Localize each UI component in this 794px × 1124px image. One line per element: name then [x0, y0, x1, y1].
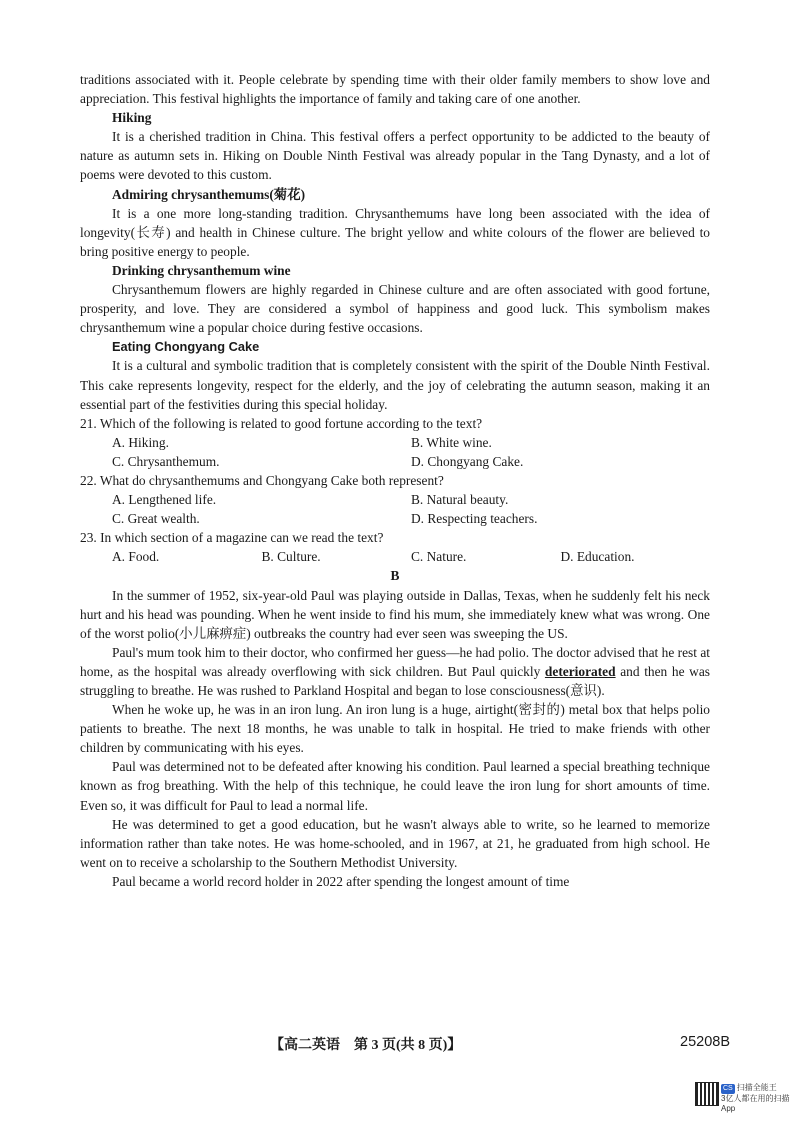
section-heading-chrysanthemums: Admiring chrysanthemums(菊花)	[112, 186, 306, 202]
scanner-brand-line	[721, 1083, 794, 1094]
passage-b-letter: B	[390, 568, 400, 584]
scanner-logo-icon: CS	[723, 1085, 733, 1092]
q23-option-a: A. Food.	[112, 549, 160, 565]
p2-text-before: Paul's mum took him to their doctor, who confirmed her guess—he had polio. The doctor advised that he rest at home, as the hospital was already overflowing with sick children. But Paul quickly	[80, 644, 710, 679]
exam-code: 25208B	[680, 1034, 730, 1050]
p2-text-after: and then he was struggling to breathe. He was rushed to Parkland Hospital and began to lose consciousness(意识).	[80, 663, 710, 698]
section-text-hiking: It is a cherished tradition in China. This festival offers a perfect opportunity to be addicted to the beauty of nature as autumn sets in. Hiking on Double Ninth Festival was already popular in the Tang Dynasty, and a lot of poems were devoted to this custom.	[80, 129, 710, 183]
vocab-word-deteriorated: deteriorated	[544, 663, 616, 679]
qr-code-icon	[695, 1082, 719, 1106]
passage-b-paragraph-1: In the summer of 1952, six-year-old Paul was playing outside in Dallas, Texas, when he suddenly felt his neck hurt and his head was pounding. When he went inside to find his mum, she immediately knew what was wrong. One of the worst polio(小儿麻痹症) outbreaks the country had ever seen was sweeping the US.	[80, 587, 710, 641]
scanner-watermark	[721, 1083, 794, 1114]
q21-option-b: B. White wine.	[411, 434, 492, 450]
section-text-wine: Chrysanthemum flowers are highly regarded in Chinese culture and are often associated with good fortune, prosperity, and love. They are considered a symbol of happiness and good luck. This symbolism makes chrysanthemum wine a popular choice during festive occasions.	[80, 282, 710, 336]
question-23-options	[80, 547, 710, 566]
question-22-stem: 22. What do chrysanthemums and Chongyang Cake both represent?	[80, 472, 444, 488]
section-text-chrysanthemums: It is a one more long-standing tradition. Chrysanthemums have long been associated with the idea of longevity(长寿) and health in Chinese culture. The bright yellow and white colours of the flower are believed to bring positive energy to people.	[80, 205, 710, 259]
q21-option-c: C. Chrysanthemum.	[112, 453, 220, 469]
section-heading-cake: Eating Chongyang Cake	[112, 339, 260, 355]
q22-option-d: D. Respecting teachers.	[411, 511, 538, 527]
passage-b-paragraph-2	[80, 643, 710, 700]
question-22-options-row-2	[80, 509, 710, 528]
q21-option-d: D. Chongyang Cake.	[411, 453, 524, 469]
footer-title: 【高二英语 第 3 页(共 8 页)】	[270, 1038, 462, 1053]
passage-b-paragraph-5: He was determined to get a good education, but he wasn't always able to write, so he learned to memorize information rather than take notes. He was home-schooled, and in 1967, at 21, he graduated from high school. He went on to receive a scholarship to the Southern Methodist University.	[80, 816, 710, 870]
scanner-tagline: 3亿人都在用的扫描App	[721, 1094, 790, 1113]
q22-option-a: A. Lengthened life.	[112, 492, 217, 508]
intro-paragraph: traditions associated with it. People celebrate by spending time with their older family members to show love and appreciation. This festival highlights the importance of family and taking care of one another.	[80, 72, 710, 107]
question-21-stem: 21. Which of the following is related to good fortune according to the text?	[80, 415, 483, 431]
page-content	[80, 70, 710, 891]
q23-option-c: C. Nature.	[411, 549, 467, 565]
passage-b-paragraph-3: When he woke up, he was in an iron lung. An iron lung is a huge, airtight(密封的) metal box that helps polio patients to breathe. The next 18 months, he was unable to talk in hospital. He tried to make friends with other children by communicating with his eyes.	[80, 702, 710, 756]
scanner-name: 扫描全能王	[736, 1083, 777, 1092]
passage-b-paragraph-4: Paul was determined not to be defeated after knowing his condition. Paul learned a special breathing technique known as frog breathing. With the help of this technique, he could leave the iron lung for short amounts of time. Even so, it was difficult for Paul to lead a normal life.	[80, 759, 710, 813]
section-heading-wine: Drinking chrysanthemum wine	[112, 262, 291, 278]
q21-option-a: A. Hiking.	[112, 434, 169, 450]
q23-option-b: B. Culture.	[261, 549, 321, 565]
section-heading-hiking: Hiking	[112, 110, 152, 126]
q23-option-d: D. Education.	[560, 549, 635, 565]
passage-b-paragraph-6: Paul became a world record holder in 2022 after spending the longest amount of time	[112, 873, 570, 889]
question-22-options-row-1	[80, 490, 710, 509]
q22-option-b: B. Natural beauty.	[411, 492, 509, 508]
q22-option-c: C. Great wealth.	[112, 511, 200, 527]
question-21-options-row-1	[80, 433, 710, 452]
question-21-options-row-2	[80, 452, 710, 471]
question-23-stem: 23. In which section of a magazine can we read the text?	[80, 530, 384, 546]
section-text-cake: It is a cultural and symbolic tradition that is completely consistent with the spirit of the Double Ninth Festival. This cake represents longevity, respect for the elderly, and the joy of celebrating the autumn season, making it an essential part of the festivities during this special holiday.	[80, 358, 710, 412]
